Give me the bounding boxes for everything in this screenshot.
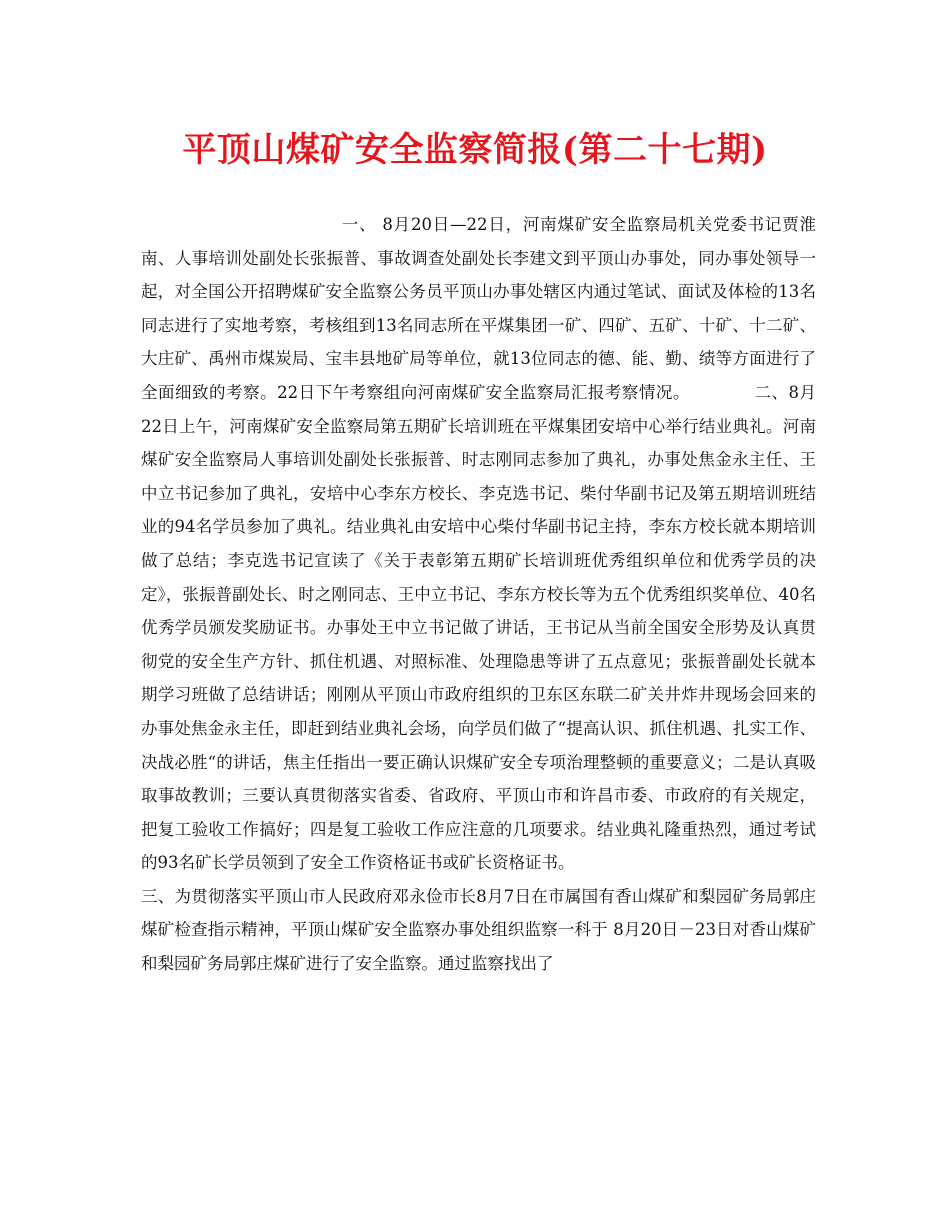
paragraph-1: 一、 8月20日—22日，河南煤矿安全监察局机关党委书记贾淮南、人事培训处副处长张振普、事故调查处副处长李建文到平顶山办事处，同办事处领导一起，对全国公开招聘煤矿安全监察公务员平顶山办事处辖区内通过笔试、面试及体检的13名同志进行了实地考察，考核组到13名同志所在平煤集团一矿、四矿、五矿、十矿、十二矿、大庄矿、禹州市煤炭局、宝丰县地矿局等单位，就13位同志的德、能、勤、绩等方面进行了全面细致的考察。22日下午考察组向河南煤矿安全监察局汇报考察情况。 <box>141 215 816 402</box>
paragraph-3: 三、为贯彻落实平顶山市人民政府邓永俭市长8月7日在市属国有香山煤矿和梨园矿务局郭庄煤矿检查指示精神，平顶山煤矿安全监察办事处组织监察一科于 8月20日－23日对香山煤矿和梨园矿务局郭庄煤矿进行了安全监察。通过监察找出了 <box>141 886 816 974</box>
document-title: 平顶山煤矿安全监察简报(第二十七期) <box>182 130 768 170</box>
document-body <box>141 208 816 981</box>
paragraph-2: 二、8月22日上午，河南煤矿安全监察局第五期矿长培训班在平煤集团安培中心举行结业典礼。河南煤矿安全监察局人事培训处副处长张振普、时志刚同志参加了典礼，办事处焦金永主任、王中立书记参加了典礼，安培中心李东方校长、李克选书记、柴付华副书记及第五期培训班结业的94名学员参加了典礼。结业典礼由安培中心柴付华副书记主持，李东方校长就本期培训做了总结；李克选书记宣读了《关于表彰第五期矿长培训班优秀组织单位和优秀学员的决定》，张振普副处长、时之刚同志、王中立书记、李东方校长等为五个优秀组织奖单位、40名优秀学员颁发奖励证书。办事处王中立书记做了讲话，王书记从当前全国安全形势及认真贯彻党的安全生产方针、抓住机遇、对照标准、处理隐患等讲了五点意见；张振普副处长就本期学习班做了总结讲话；刚刚从平顶山市政府组织的卫东区东联二矿关井炸井现场会回来的办事处焦金永主任，即赶到结业典礼会场，向学员们做了“提高认识、抓住机遇、扎实工作、决战必胜“的讲话，焦主任指出一要正确认识煤矿安全专项治理整顿的重要意义；二是认真吸取事故教训；三要认真贯彻落实省委、省政府、平顶山市和许昌市委、市政府的有关规定，把复工验收工作搞好；四是复工验收工作应注意的几项要求。结业典礼隆重热烈，通过考试的93名矿长学员领到了安全工作资格证书或矿长资格证书。 <box>141 382 817 873</box>
